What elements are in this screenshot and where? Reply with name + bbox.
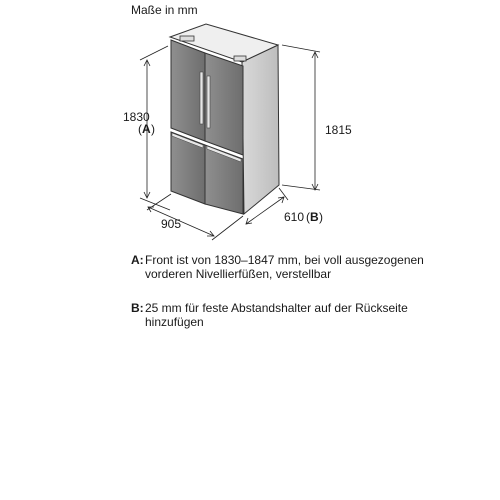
top-spacer-right [234,56,246,61]
fridge-upper-right-door [205,53,243,155]
depth-ref-close: ) [319,210,323,224]
depth-value: 610 [284,210,305,224]
fridge-lower-left-drawer [171,132,205,204]
units-caption: Maße in mm [131,3,198,17]
dimension-height-back [282,45,320,190]
height-front-ref-letter: A [142,122,151,136]
note-a-text: Front ist von 1830–1847 mm, bei voll ausgezogenen vorderen Nivellierfüßen, verstellbar [145,253,424,281]
note-a [131,253,431,281]
height-front-ref-open: ( [138,122,142,136]
height-back-value: 1815 [325,123,352,137]
depth-ref-letter: B [310,210,319,224]
upper-door-handle-left [200,72,203,124]
note-b [131,301,431,329]
height-front-value: 1830 [123,110,150,124]
note-b-key: B: [131,301,144,315]
depth-ref-open: ( [306,210,310,224]
note-a-key: A: [131,253,144,267]
fridge-illustration [170,24,279,214]
upper-door-handle-right [207,76,210,128]
fridge-side-panel [242,45,279,214]
note-b-text: 25 mm für feste Abstandshalter auf der Rückseite hinzufügen [145,301,408,329]
height-front-ref-close: ) [151,122,155,136]
width-value: 905 [161,217,182,231]
top-spacer-left [180,36,194,41]
